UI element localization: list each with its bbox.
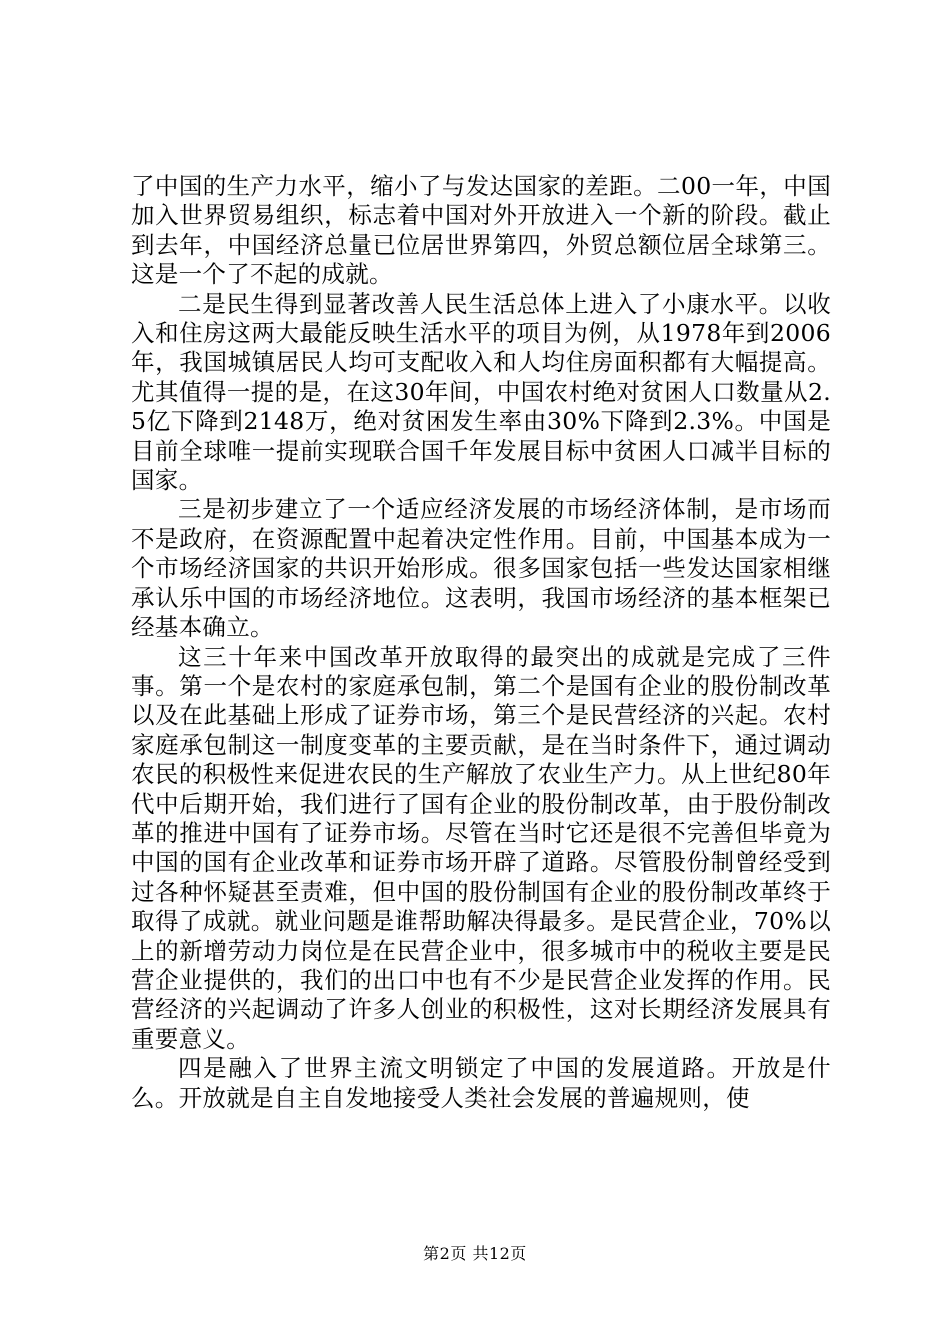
paragraph-1: 了中国的生产力水平，缩小了与发达国家的差距。二00一年，中国加入世界贸易组织，标志着中国对外开放进入一个新的阶段。截止到去年，中国经济总量已位居世界第四，外贸总额位居全球第三。这是一个了不起的成就。 bbox=[131, 172, 831, 289]
page-footer: 第2页 共12页 bbox=[423, 1244, 527, 1263]
paragraph-2: 二是民生得到显著改善人民生活总体上进入了小康水平。以收入和住房这两大最能反映生活水平的项目为例，从1978年到2006年，我国城镇居民人均可支配收入和人均住房面积都有大幅提高。尤其值得一提的是，在这30年间，中国农村绝对贫困人口数量从2.5亿下降到2148万，绝对贫困发生率由30%下降到2.3%。中国是目前全球唯一提前实现联合国千年发展目标中贫困人口减半目标的国家。 bbox=[131, 289, 831, 495]
paragraph-4: 这三十年来中国改革开放取得的最突出的成就是完成了三件事。第一个是农村的家庭承包制，第二个是国有企业的股份制改革以及在此基础上形成了证券市场，第三个是民营经济的兴起。农村家庭承包制这一制度变革的主要贡献，是在当时条件下，通过调动农民的积极性来促进农民的生产解放了农业生产力。从上世纪80年代中后期开始，我们进行了国有企业的股份制改革，由于股份制改革的推进中国有了证券市场。尽管在当时它还是很不完善但毕竟为中国的国有企业改革和证券市场开辟了道路。尽管股份制曾经受到过各种怀疑甚至责难，但中国的股份制国有企业的股份制改革终于取得了成就。就业问题是谁帮助解决得最多。是民营企业，70%以上的新增劳动力岗位是在民营企业中，很多城市中的税收主要是民营企业提供的，我们的出口中也有不少是民营企业发挥的作用。民营经济的兴起调动了许多人创业的积极性，这对长期经济发展具有重要意义。 bbox=[131, 642, 831, 1053]
paragraph-3: 三是初步建立了一个适应经济发展的市场经济体制，是市场而不是政府，在资源配置中起着决定性作用。目前，中国基本成为一个市场经济国家的共识开始形成。很多国家包括一些发达国家相继承认乐中国的市场经济地位。这表明，我国市场经济的基本框架已经基本确立。 bbox=[131, 495, 831, 642]
document-body bbox=[131, 172, 831, 1113]
paragraph-5: 四是融入了世界主流文明锁定了中国的发展道路。开放是什么。开放就是自主自发地接受人类社会发展的普遍规则，使 bbox=[131, 1054, 831, 1112]
